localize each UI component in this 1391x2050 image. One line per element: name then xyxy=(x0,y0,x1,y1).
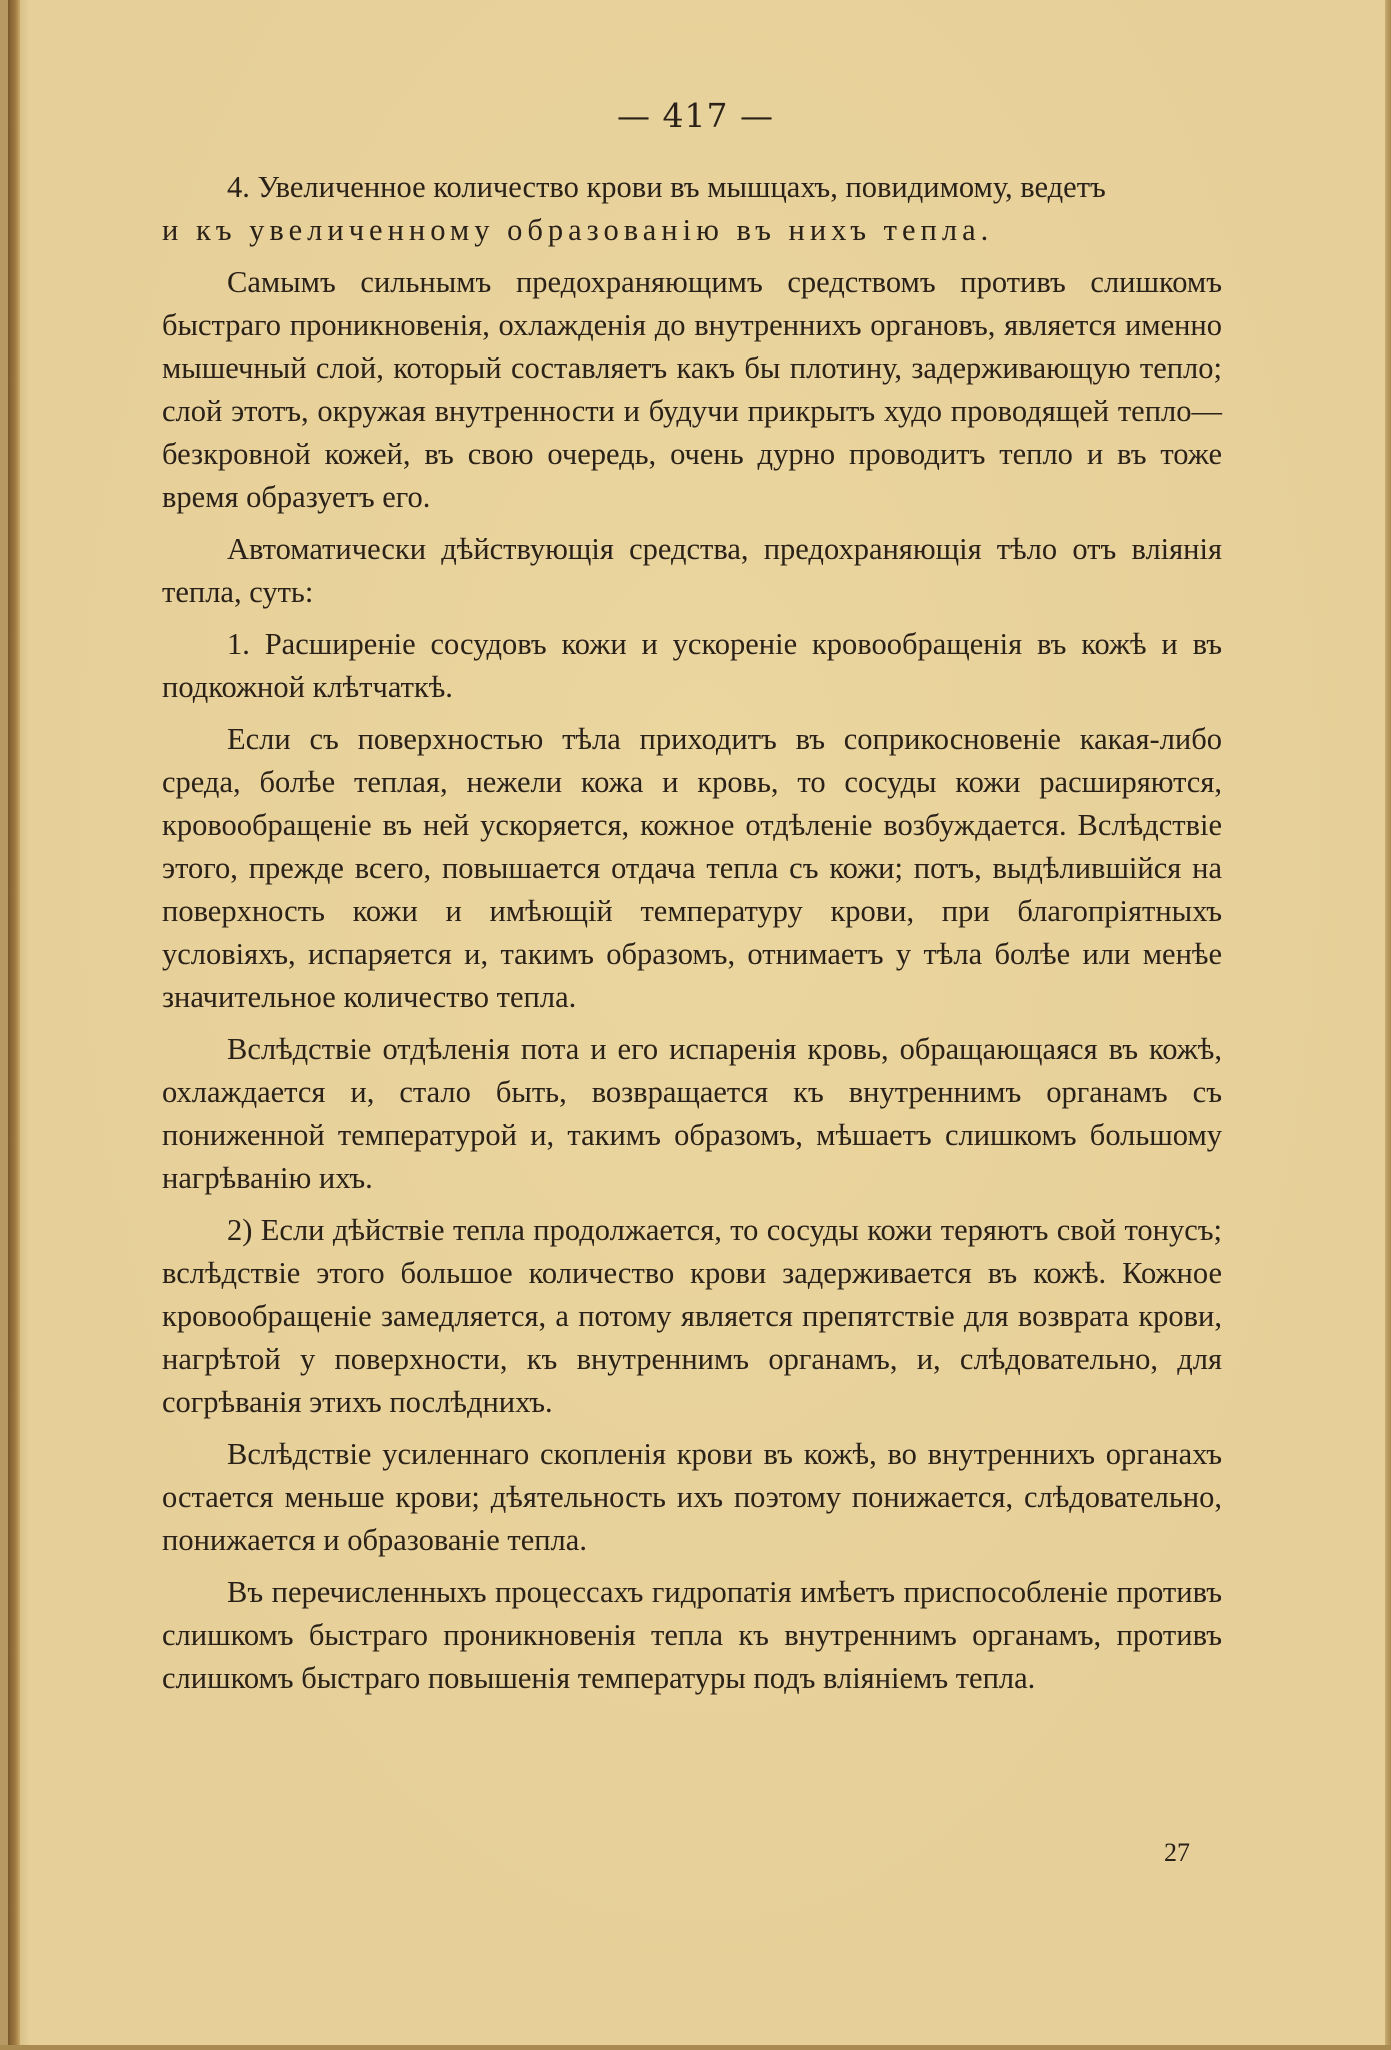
signature-mark: 27 xyxy=(1164,1838,1190,1867)
paragraph: 2) Если дѣйствіе тепла продолжается, то сосуды кожи теряютъ свой тонусъ; вслѣдствіе этого большое количество крови задерживается въ кожѣ. Кожное кровообращеніе замедляется, а потому является препятствіе для возврата крови, нагрѣтой у поверхности, къ внутреннимъ органамъ, и, слѣдовательно, для согрѣванія этихъ послѣднихъ. xyxy=(162,1213,1222,1419)
paragraph: Вслѣдствіе усиленнаго скопленія крови въ кожѣ, во внутреннихъ органахъ остается меньше крови; дѣятельность ихъ поэтому понижается, слѣдовательно, понижается и образованіе тепла. xyxy=(162,1437,1222,1557)
page-body xyxy=(162,166,1222,1709)
page-bottom-edge xyxy=(0,2045,1391,2050)
paragraph: Самымъ сильнымъ предохраняющимъ средствомъ противъ слишкомъ быстраго проникновенія, охлажденія до внутреннихъ органовъ, является именно мышечный слой, который составляетъ какъ бы плотину, задерживающую тепло; слой этотъ, окружая внутренности и будучи прикрытъ худо проводящей тепло—безкровной кожей, въ свою очередь, очень дурно проводитъ тепло и въ тоже время образуетъ его. xyxy=(162,265,1222,514)
paragraph: 1. Расширеніе сосудовъ кожи и ускореніе кровообращенія въ кожѣ и въ подкожной клѣтчаткѣ. xyxy=(162,627,1222,704)
paragraph: Вслѣдствіе отдѣленія пота и его испаренія кровь, обращающаяся въ кожѣ, охлаждается и, стало быть, возвращается къ внутреннимъ органамъ съ пониженной температурой и, такимъ образомъ, мѣшаетъ слишкомъ большому нагрѣванію ихъ. xyxy=(162,1032,1222,1195)
page-right-edge xyxy=(1385,0,1391,2050)
paragraph: и къ увеличенному образованію въ нихъ тепла. xyxy=(162,213,994,247)
page-binding-shadow xyxy=(8,0,20,2050)
paragraph: Автоматически дѣйствующія средства, предохраняющія тѣло отъ вліянія тепла, суть: xyxy=(162,532,1222,609)
paragraph: Въ перечисленныхъ процессахъ гидропатія имѣетъ приспособленіе противъ слишкомъ быстраго проникновенія тепла къ внутреннимъ органамъ, противъ слишкомъ быстраго повышенія температуры подъ вліяніемъ тепла. xyxy=(162,1575,1222,1695)
page-number-header: — 417 — xyxy=(617,96,774,135)
paragraph: Если съ поверхностью тѣла приходитъ въ соприкосновеніе какая-либо среда, болѣе теплая, нежели кожа и кровь, то сосуды кожи расширяются, кровообращеніе въ ней ускоряется, кожное отдѣленіе возбуждается. Вслѣдствіе этого, прежде всего, повышается отдача тепла съ кожи; потъ, выдѣлившійся на поверхность кожи и имѣющій температуру крови, при благопріятныхъ условіяхъ, испаряется и, такимъ образомъ, отнимаетъ у тѣла болѣе или менѣе значительное количество тепла. xyxy=(162,722,1222,1014)
paragraph: 4. Увеличенное количество крови въ мышцахъ, повидимому, ведетъ xyxy=(227,170,1106,204)
